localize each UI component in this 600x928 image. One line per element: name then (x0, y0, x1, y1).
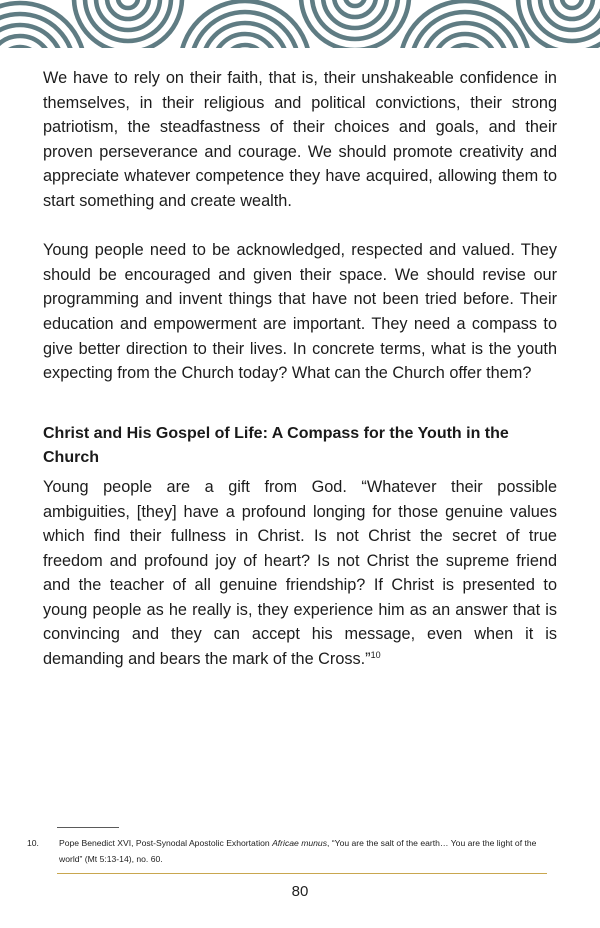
concentric-arc-group (518, 0, 600, 48)
footnote (27, 835, 558, 867)
body-paragraph: Young people need to be acknowledged, respected and valued. They should be encouraged and given their space. We should revise our programming and invent things that have not been tried before. Their education and empowerment are important. They need a compass to give better direction to their lives. In concrete terms, what is the youth expecting from the Church today? What can the Church offer them? (43, 241, 557, 383)
footer-divider (57, 873, 547, 874)
page-body (43, 66, 557, 672)
footnote-divider (57, 827, 119, 828)
footnote-number: 10. (27, 838, 39, 848)
body-paragraph-quote (43, 475, 557, 672)
concentric-arc-group (74, 0, 182, 48)
concentric-arc-group (400, 1, 530, 48)
quote-text: Young people are a gift from God. “Whatever their possible ambiguities, [they] have a profound longing for those genuine values which find their fullness in Christ. Is not Christ the secret of true freedom and profound joy of heart? Is not Christ the supreme friend and the teacher of all genuine friendship? If Christ is presented to young people as he really is, they experience him as an answer that is convincing and they can accept his message, even when it is demanding and bears the mark of the Cross.” (43, 477, 557, 669)
footnote-reference[interactable]: 10 (370, 650, 381, 661)
header-decorative-pattern (0, 0, 600, 48)
body-paragraph: We have to rely on their faith, that is, their unshakeable confidence in themselves, in their religious and political convictions, their strong patriotism, the steadfastness of their choices and goals, and their proven perseverance and courage. We should promote creativity and appreciate whatever competence they have acquired, allowing them to start something and create wealth. (43, 69, 557, 210)
footnote-text-end: , “You are the salt of the earth… You are the light of the world” (Mt 5:13-14), no. 60. (59, 838, 537, 864)
concentric-arc-group (0, 3, 85, 48)
footnote-title: Africae munus (272, 838, 327, 848)
concentric-arc-group (180, 1, 310, 48)
concentric-arc-group (301, 0, 409, 48)
page-number: 80 (291, 883, 309, 900)
footnote-text: Pope Benedict XVI, Post-Synodal Apostolic Exhortation (59, 838, 273, 848)
section-heading: Christ and His Gospel of Life: A Compass for the Youth in the Church (43, 424, 509, 467)
